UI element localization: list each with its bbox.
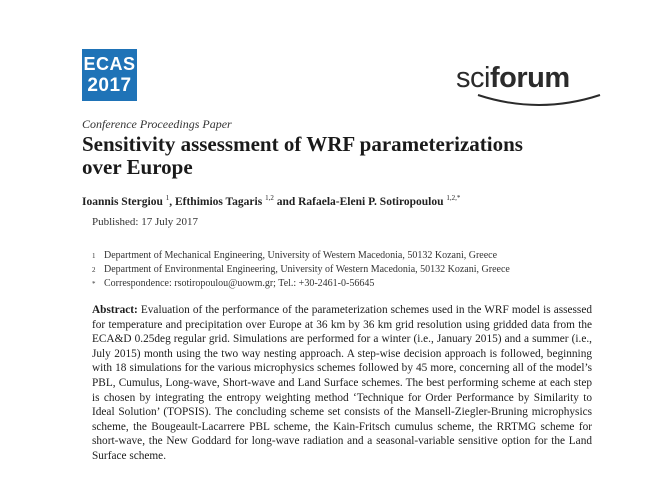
author-separator: , xyxy=(169,195,175,208)
abstract-text: Evaluation of the performance of the parameterization schemes used in the WRF model is assessed for temperature and precipitation over Europe at 36 km by 36 km grid resolution using gridded data from the ECA&D 0.25deg regular grid. Simulations are performed for a winter (i.e., January 2015) and a summer (i.e., July 2015) month using the two way nesting approach. A step-wise decision approach is followed, beginning with 18 simulations for the various microphysics schemes followed by 45 more, concerning all of the model’s PBL, Cumulus, Long-wave, Short-wave and Land Surface schemes. The best performing scheme at each step is chosen by integrating the entropy weighting method ‘Technique for Order Performance by Similarity to Ideal Solution’ (TOPSIS). The concluding scheme set consists of the Mansell-Ziegler-Bruning microphysics scheme, the Bougeault-Lacarrere PBL scheme, the Kain-Fritsch cumulus scheme, the RRTMG scheme for short-wave, the New Goddard for long-wave radiation and a seasonal-variable sensitive option for the Land Surface scheme. xyxy=(92,304,592,462)
correspondence-mark: * xyxy=(92,280,96,289)
affiliation-list xyxy=(92,249,510,292)
author-name: Efthimios Tagaris xyxy=(174,195,263,208)
author-separator: and xyxy=(273,195,299,208)
abstract-label: Abstract: xyxy=(92,304,138,316)
sciforum-logo-sci: sci xyxy=(456,62,490,94)
affiliation-text: Department of Mechanical Engineering, University of Western Macedonia, 50132 Kozani, Greece xyxy=(104,250,498,261)
correspondence-text: Correspondence: rsotiropoulou@uowm.gr; Tel.: +30-2461-0-56645 xyxy=(104,278,375,290)
author-affiliation-mark: 1,2,* xyxy=(446,194,461,202)
paper-title xyxy=(82,133,582,179)
correspondence-item xyxy=(92,277,510,291)
published-date: Published: 17 July 2017 xyxy=(92,216,199,228)
sciforum-arc-icon xyxy=(474,93,604,111)
paper-title-line2: over Europe xyxy=(82,155,193,179)
affiliation-mark: 2 xyxy=(92,266,96,275)
ecas-logo-year: 2017 xyxy=(87,75,132,96)
sciforum-logo xyxy=(456,62,570,95)
affiliation-mark: 1 xyxy=(92,252,96,260)
abstract xyxy=(92,303,592,464)
ecas-logo xyxy=(82,49,137,101)
affiliation-item xyxy=(92,263,510,277)
paper-title-line1: Sensitivity assessment of WRF parameterizations xyxy=(82,132,523,156)
author-list xyxy=(82,194,460,208)
author-name: Rafaela-Eleni P. Sotiropoulou xyxy=(298,195,444,208)
sciforum-logo-forum: forum xyxy=(489,62,570,94)
ecas-logo-name: ECAS xyxy=(83,54,136,74)
affiliation-item xyxy=(92,249,510,263)
author-affiliation-mark: 1,2 xyxy=(265,194,274,202)
author-affiliation-mark: 1 xyxy=(165,194,170,202)
paper-type: Conference Proceedings Paper xyxy=(82,117,232,131)
affiliation-text: Department of Environmental Engineering, University of Western Macedonia, 50132 Kozani, Greece xyxy=(104,264,510,276)
author-name: Ioannis Stergiou xyxy=(82,195,163,208)
